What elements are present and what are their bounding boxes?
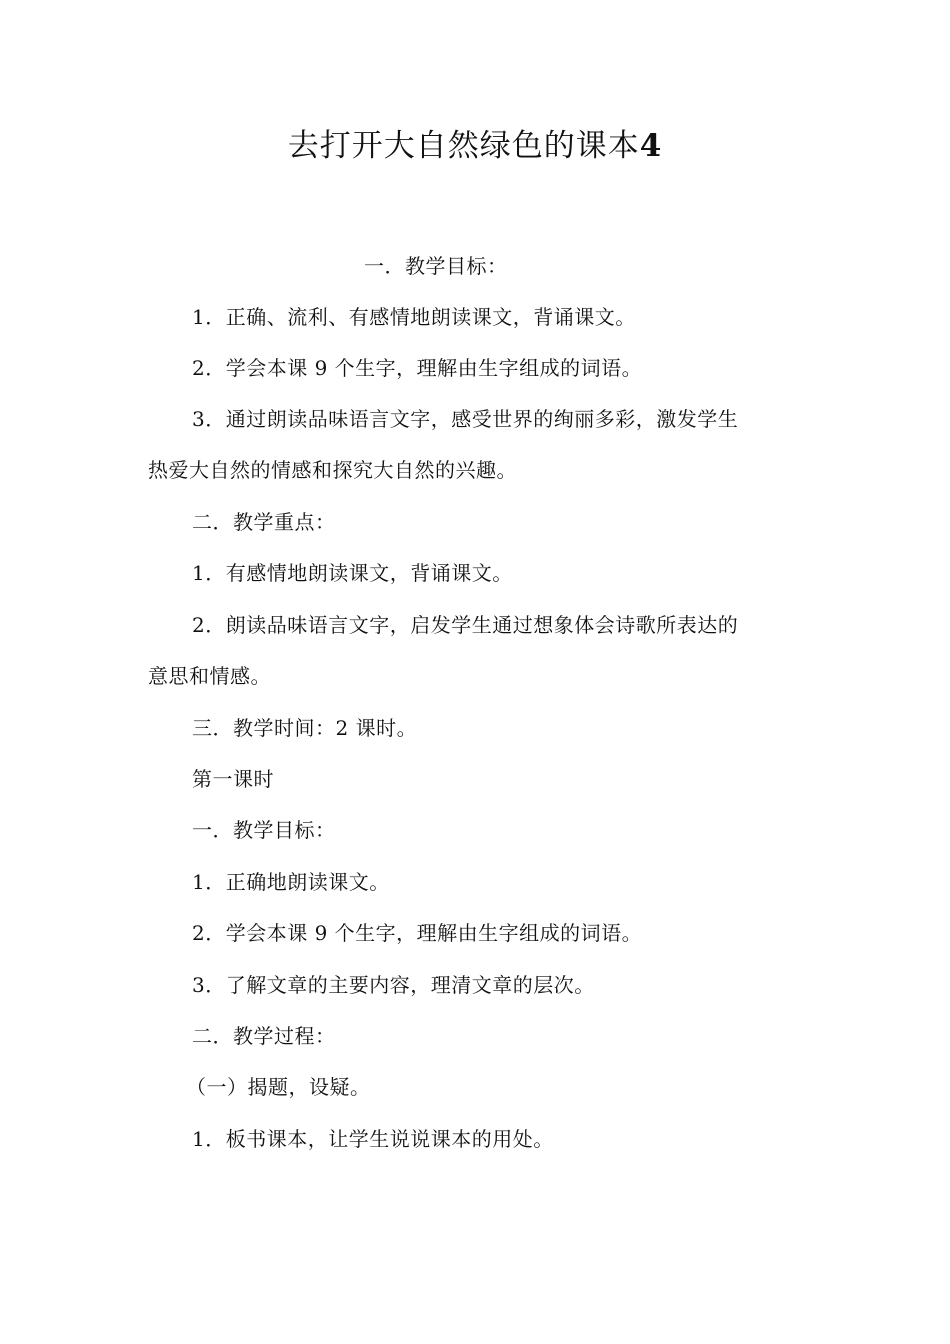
paragraph: 1．板书课本，让学生说说课本的用处。: [192, 1127, 554, 1151]
section-heading-key-points: 二．教学重点：: [192, 510, 336, 534]
paragraph: 2．学会本课 9 个生字，理解由生字组成的词语。: [192, 921, 643, 945]
title-text: 去打开大自然绿色的课本: [287, 128, 640, 164]
section-heading-time: 三．教学时间：2 课时。: [192, 716, 418, 740]
paragraph: 3．通过朗读品味语言文字，感受世界的绚丽多彩，激发学生: [192, 407, 739, 431]
title-number: 4: [639, 128, 663, 164]
document-title: [0, 122, 950, 170]
paragraph-continuation: 意思和情感。: [148, 664, 271, 688]
section-heading-process: 二．教学过程：: [192, 1024, 336, 1048]
section-heading-objectives: 一．教学目标：: [192, 818, 336, 842]
paragraph-continuation: 热爱大自然的情感和探究大自然的兴趣。: [148, 458, 517, 482]
paragraph: 1．正确、流利、有感情地朗读课文，背诵课文。: [192, 305, 636, 329]
paragraph: 1．正确地朗读课文。: [192, 870, 390, 894]
paragraph: 3．了解文章的主要内容，理清文章的层次。: [192, 973, 595, 997]
section-heading-objectives: 一．教学目标：: [364, 254, 508, 278]
paragraph: 2．学会本课 9 个生字，理解由生字组成的词语。: [192, 356, 643, 380]
sub-heading: （一）揭题，设疑。: [186, 1075, 371, 1099]
paragraph: 1．有感情地朗读课文，背诵课文。: [192, 561, 513, 585]
paragraph: 2．朗读品味语言文字，启发学生通过想象体会诗歌所表达的: [192, 613, 739, 637]
lesson-heading: 第一课时: [192, 767, 274, 791]
